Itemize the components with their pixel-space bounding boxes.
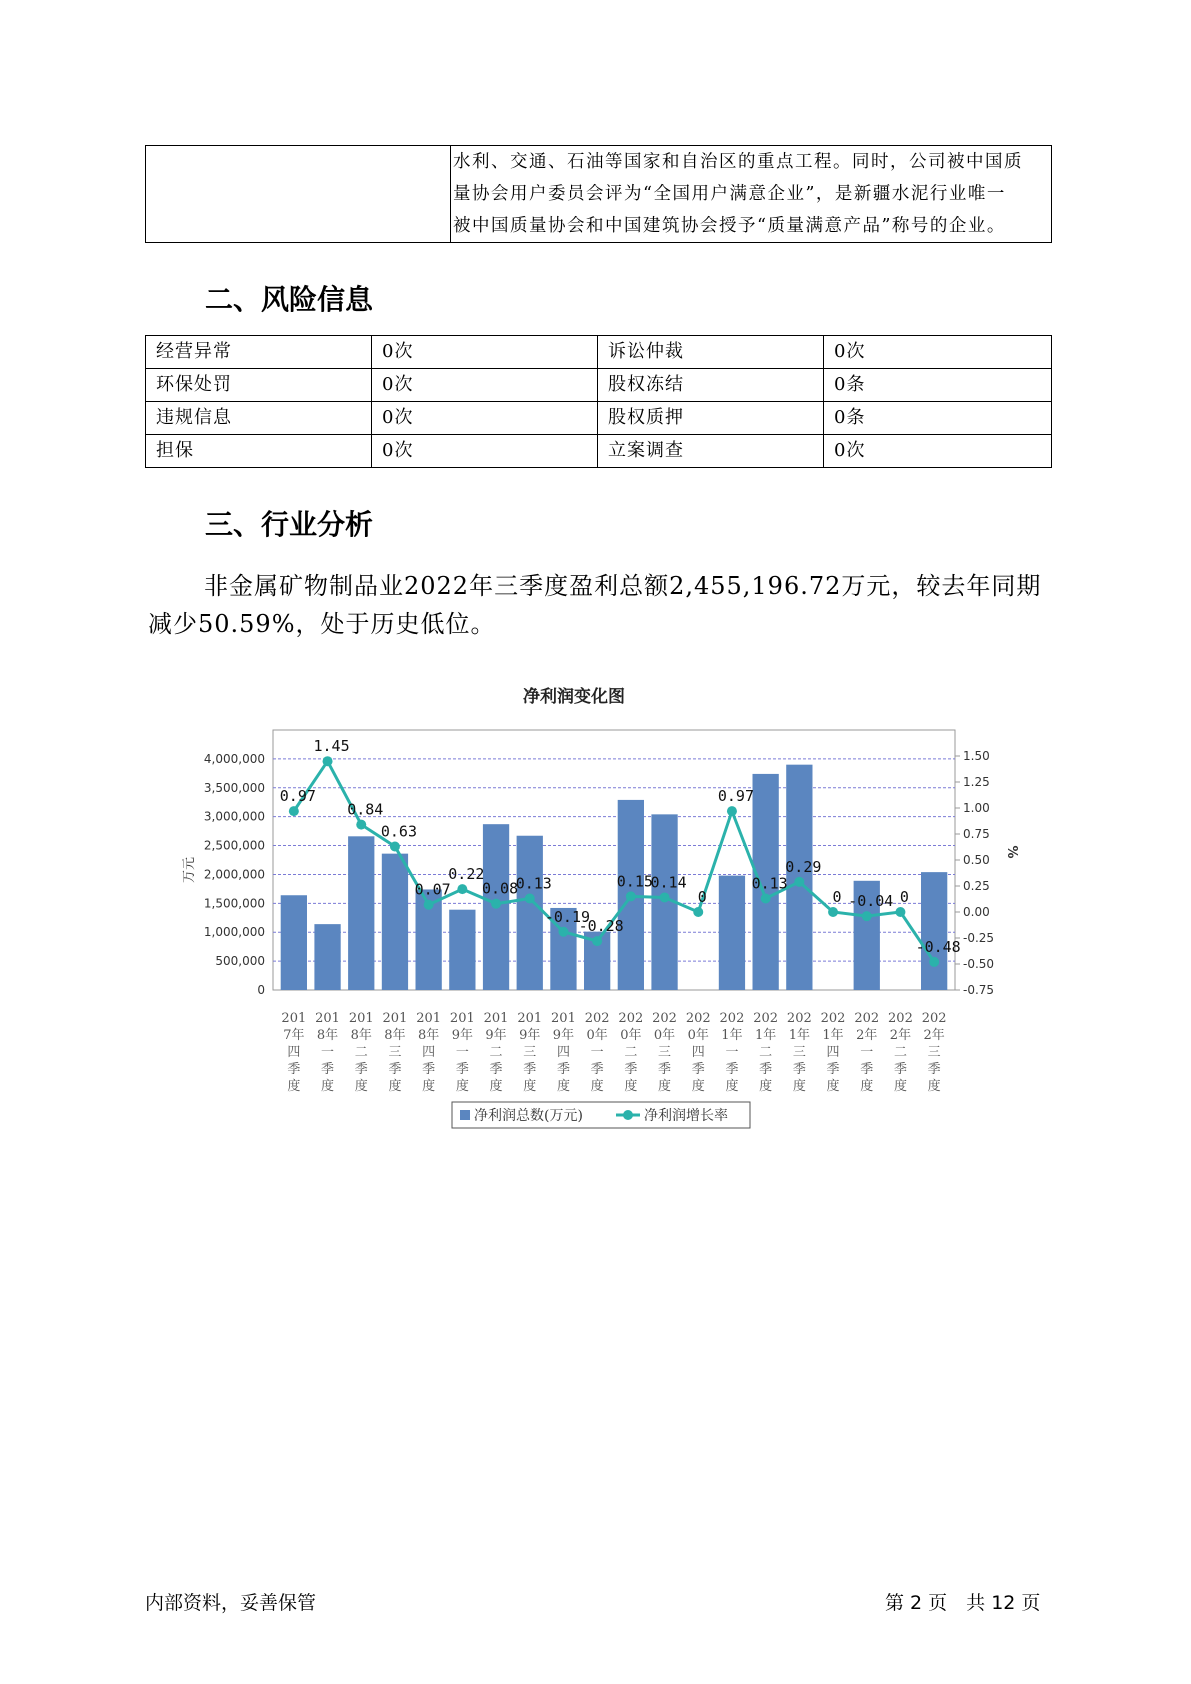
x-tick-label: 202 0年二季度 [618, 1011, 644, 1094]
y-tick-label: 3,000,000 [203, 809, 265, 824]
y2-tick-label: 1.50 [963, 749, 990, 763]
y-tick-label: 1,500,000 [203, 896, 265, 911]
data-label: -0.48 [915, 937, 961, 956]
y2-tick-label: 0.25 [963, 879, 990, 893]
line-point [862, 911, 872, 921]
risk-label: 环保处罚 [146, 369, 372, 402]
risk-label: 股权质押 [598, 402, 824, 435]
line-point [558, 927, 568, 937]
data-label: -0.04 [848, 892, 894, 911]
data-label: 0 [832, 888, 842, 906]
x-tick-label: 202 1年三季度 [786, 1011, 812, 1094]
footer-page-number: 第 2 页 共 12 页 [885, 1592, 1041, 1614]
risk-value: 0次 [372, 435, 598, 468]
line-point [525, 893, 535, 903]
line-point [323, 756, 333, 766]
footer-left: 内部资料，妥善保管 [145, 1592, 317, 1614]
intro-line: 水利、交通、石油等国家和自治区的重点工程。同时，公司被中国质 [453, 152, 1023, 172]
risk-label: 股权冻结 [598, 369, 824, 402]
y2-tick-label: 0.50 [963, 853, 990, 867]
legend-line-marker [623, 1110, 633, 1120]
legend-line-label: 净利润增长率 [644, 1108, 728, 1124]
x-tick-label: 202 0年三季度 [652, 1011, 677, 1094]
y-tick-label: 500,000 [215, 954, 265, 969]
line-point [390, 841, 400, 851]
chart-title: 净利润变化图 [523, 687, 625, 707]
data-label: 0.07 [414, 880, 451, 899]
data-label: 0.29 [785, 857, 822, 876]
y2-tick-label: -0.50 [963, 957, 995, 971]
intro-line: 被中国质量协会和中国建筑协会授予“质量满意产品”称号的企业。 [453, 216, 1006, 236]
data-label: 0.63 [380, 822, 418, 841]
section3-title: 三、行业分析 [205, 508, 374, 541]
bar [281, 895, 307, 990]
data-label: 0 [899, 888, 909, 906]
y2-tick-label: -0.75 [963, 983, 995, 997]
x-tick-label: 202 1年二季度 [753, 1011, 779, 1094]
x-tick-label: 201 9年二季度 [483, 1011, 509, 1094]
x-tick-label: 201 8年一季度 [315, 1011, 340, 1094]
line-point [660, 892, 670, 902]
x-tick-label: 202 0年一季度 [584, 1011, 610, 1094]
line-point [424, 900, 434, 910]
line-point [356, 820, 366, 830]
bar [449, 910, 475, 990]
x-tick-label: 201 8年二季度 [348, 1011, 374, 1094]
plot-frame [273, 730, 955, 990]
line-point [457, 884, 467, 894]
bar [719, 876, 745, 990]
x-tick-label: 201 8年三季度 [382, 1011, 408, 1094]
data-label: 0.84 [347, 800, 384, 819]
data-label: 0.97 [279, 787, 316, 806]
intro-line: 量协会用户委员会评为“全国用户满意企业”，是新疆水泥行业唯一 [453, 184, 1006, 204]
bar [382, 854, 408, 990]
x-tick-label: 202 1年一季度 [719, 1011, 745, 1094]
data-label: 0 [697, 888, 707, 906]
x-tick-label: 201 9年一季度 [449, 1011, 475, 1094]
risk-value: 0条 [824, 369, 1052, 402]
line-point [895, 907, 905, 917]
y2-tick-label: 0.00 [963, 905, 990, 919]
data-label: -0.19 [544, 907, 591, 926]
x-tick-label: 201 9年四季度 [551, 1011, 576, 1094]
x-tick-label: 202 2年二季度 [888, 1011, 913, 1094]
risk-value: 0次 [824, 435, 1052, 468]
y2-tick-label: 1.00 [963, 801, 990, 815]
y-tick-label: 4,000,000 [203, 751, 265, 766]
y-tick-label: 3,500,000 [203, 780, 265, 795]
x-tick-label: 202 1年四季度 [820, 1011, 846, 1094]
line-point [289, 806, 299, 816]
risk-value: 0次 [372, 402, 598, 435]
industry-paragraph: 非金属矿物制品业2022年三季度盈利总额2,455,196.72万元，较去年同期减少50.59%，处于历史低位。 [148, 572, 1042, 638]
risk-label: 立案调查 [598, 435, 824, 468]
y-tick-label: 1,000,000 [203, 925, 265, 940]
data-label: 0.08 [481, 879, 519, 898]
data-label: 0.15 [616, 872, 653, 891]
y-tick-label: 2,500,000 [203, 838, 265, 853]
bar [348, 836, 374, 990]
line-point [794, 877, 804, 887]
bar [314, 924, 340, 990]
line-point [761, 893, 771, 903]
data-label: 0.97 [717, 787, 755, 806]
risk-value: 0次 [824, 336, 1052, 369]
y-axis-title: 万元 [182, 856, 197, 884]
risk-label: 担保 [146, 435, 372, 468]
bar [517, 836, 543, 990]
bar [921, 872, 947, 990]
x-tick-label: 202 2年一季度 [854, 1011, 880, 1094]
y2-tick-label: 0.75 [963, 827, 990, 841]
x-tick-label: 201 7年四季度 [281, 1011, 307, 1094]
risk-label: 经营异常 [146, 336, 372, 369]
y2-tick-label: 1.25 [963, 775, 990, 789]
x-tick-label: 202 0年四季度 [685, 1011, 711, 1094]
data-label: 0.13 [751, 874, 788, 893]
x-tick-label: 201 8年四季度 [416, 1011, 442, 1094]
x-tick-label: 201 9年三季度 [517, 1011, 543, 1094]
line-point [929, 957, 939, 967]
y-tick-label: 2,000,000 [203, 867, 265, 882]
line-point [626, 891, 636, 901]
legend-bar-swatch [460, 1110, 470, 1120]
data-label: 0.14 [650, 873, 687, 892]
line-point [491, 899, 501, 909]
data-label: 0.22 [448, 865, 485, 884]
risk-label: 诉讼仲裁 [598, 336, 824, 369]
y-tick-label: 0 [257, 983, 265, 997]
y2-axis-title: % [1004, 845, 1019, 859]
line-point [828, 907, 838, 917]
y2-tick-label: -0.25 [963, 931, 995, 945]
risk-value: 0条 [824, 402, 1052, 435]
risk-label: 违规信息 [146, 402, 372, 435]
data-label: 0.13 [515, 874, 552, 893]
risk-value: 0次 [372, 336, 598, 369]
line-point [727, 806, 737, 816]
line-point [592, 936, 602, 946]
line-point [693, 907, 703, 917]
section2-title: 二、风险信息 [205, 283, 374, 316]
x-tick-label: 202 2年三季度 [921, 1011, 947, 1094]
risk-value: 0次 [372, 369, 598, 402]
legend-bar-label: 净利润总数(万元) [474, 1108, 583, 1124]
data-label: 1.45 [313, 737, 350, 756]
data-label: -0.28 [578, 917, 624, 936]
